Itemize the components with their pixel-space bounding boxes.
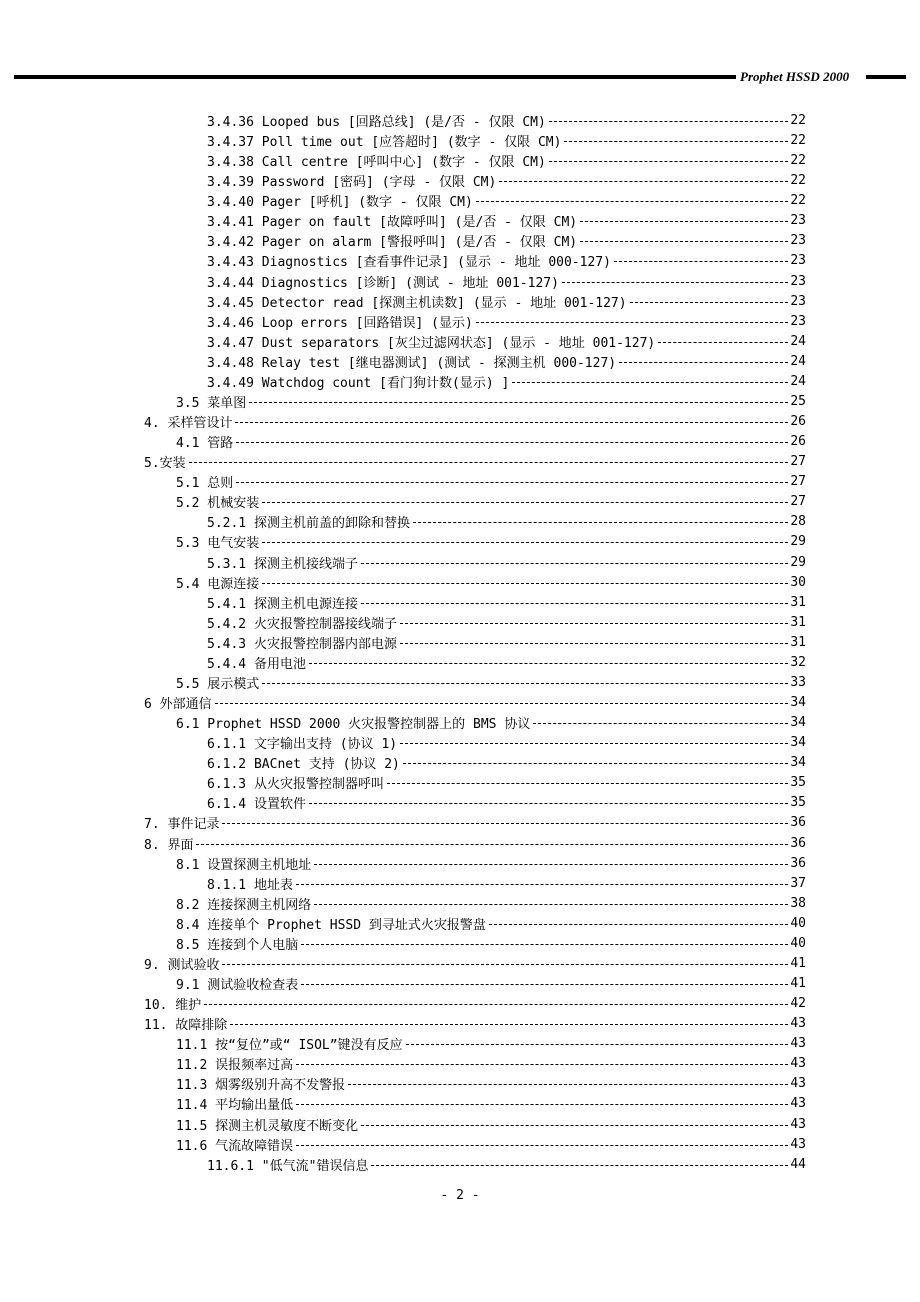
toc-entry-title: 5.4.1 探测主机电源连接 bbox=[207, 596, 358, 612]
toc-entry[interactable] bbox=[144, 411, 806, 431]
toc-entry-page: 24 bbox=[790, 373, 806, 389]
toc-entry-title: 3.4.46 Loop errors [回路错误] (显示) bbox=[207, 315, 473, 331]
toc-entry-page: 23 bbox=[790, 313, 806, 329]
toc-entry-page: 26 bbox=[790, 433, 806, 449]
toc-entry-title: 5.4.4 备用电池 bbox=[207, 656, 306, 672]
toc-entry-title: 3.4.37 Poll time out [应答超时] (数字 - 仅限 CM) bbox=[207, 134, 562, 150]
toc-entry-page: 43 bbox=[790, 1116, 806, 1132]
toc-leader bbox=[400, 743, 788, 744]
toc-entry-page: 25 bbox=[790, 393, 806, 409]
toc-leader bbox=[262, 542, 788, 543]
toc-entry-title: 4.1 管路 bbox=[176, 435, 234, 451]
toc-entry[interactable] bbox=[176, 853, 806, 873]
toc-entry[interactable] bbox=[144, 993, 806, 1013]
toc-entry-title: 8.5 连接到个人电脑 bbox=[176, 937, 299, 953]
toc-entry-page: 35 bbox=[790, 794, 806, 810]
toc-entry[interactable] bbox=[207, 170, 806, 190]
toc-entry[interactable] bbox=[176, 913, 806, 933]
toc-entry-page: 22 bbox=[790, 172, 806, 188]
toc-entry[interactable] bbox=[207, 371, 806, 391]
toc-entry-page: 43 bbox=[790, 1035, 806, 1051]
toc-leader bbox=[196, 844, 788, 845]
toc-entry-title: 7. 事件记录 bbox=[144, 816, 220, 832]
toc-leader bbox=[348, 1084, 788, 1085]
toc-entry-page: 34 bbox=[790, 714, 806, 730]
toc-entry-page: 43 bbox=[790, 1095, 806, 1111]
toc-leader bbox=[476, 322, 789, 323]
toc-entry[interactable] bbox=[207, 230, 806, 250]
toc-leader bbox=[549, 161, 789, 162]
toc-leader bbox=[580, 221, 788, 222]
toc-leader bbox=[301, 944, 788, 945]
toc-entry[interactable] bbox=[207, 210, 806, 230]
toc-leader bbox=[222, 964, 788, 965]
toc-entry[interactable] bbox=[176, 1093, 806, 1113]
toc-leader bbox=[309, 663, 788, 664]
toc-entry[interactable] bbox=[176, 973, 806, 993]
toc-entry[interactable] bbox=[176, 933, 806, 953]
toc-entry-page: 40 bbox=[790, 935, 806, 951]
toc-entry-title: 3.4.36 Looped bus [回路总线] (是/否 - 仅限 CM) bbox=[207, 114, 546, 130]
toc-leader bbox=[512, 382, 788, 383]
toc-entry-title: 3.4.45 Detector read [探测主机读数] (显示 - 地址 001-127) bbox=[207, 295, 627, 311]
toc-leader bbox=[658, 342, 788, 343]
toc-entry[interactable] bbox=[207, 732, 806, 752]
toc-entry-title: 6.1.2 BACnet 支持 (协议 2) bbox=[207, 756, 400, 772]
toc-entry-page: 30 bbox=[790, 574, 806, 590]
toc-entry-page: 37 bbox=[790, 875, 806, 891]
toc-leader bbox=[387, 783, 788, 784]
toc-entry-page: 31 bbox=[790, 634, 806, 650]
toc-leader bbox=[314, 904, 788, 905]
toc-entry-page: 40 bbox=[790, 915, 806, 931]
toc-entry-title: 5.安装 bbox=[144, 455, 186, 471]
toc-entry[interactable] bbox=[207, 511, 806, 531]
toc-leader bbox=[189, 462, 789, 463]
toc-entry[interactable] bbox=[176, 712, 806, 732]
toc-leader bbox=[215, 703, 789, 704]
toc-leader bbox=[562, 282, 788, 283]
toc-entry[interactable] bbox=[176, 1053, 806, 1073]
toc-entry[interactable] bbox=[176, 431, 806, 451]
toc-entry-page: 43 bbox=[790, 1136, 806, 1152]
toc-entry[interactable] bbox=[144, 953, 806, 973]
toc-entry[interactable] bbox=[207, 592, 806, 612]
toc-entry-title: 9. 测试验收 bbox=[144, 957, 220, 973]
toc-entry[interactable] bbox=[207, 110, 806, 130]
toc-entry[interactable] bbox=[207, 552, 806, 572]
toc-leader bbox=[476, 201, 789, 202]
toc-leader bbox=[371, 1165, 788, 1166]
toc-entry-title: 8.4 连接单个 Prophet HSSD 到寻址式火灾报警盘 bbox=[176, 917, 486, 933]
toc-entry[interactable] bbox=[176, 1073, 806, 1093]
toc-entry-page: 27 bbox=[790, 453, 806, 469]
toc-leader bbox=[222, 823, 788, 824]
toc-entry-title: 6.1.1 文字输出支持 (协议 1) bbox=[207, 736, 398, 752]
toc-entry-title: 11.5 探测主机灵敏度不断变化 bbox=[176, 1118, 359, 1134]
toc-leader bbox=[296, 1104, 788, 1105]
toc-entry[interactable] bbox=[144, 812, 806, 832]
toc-entry[interactable] bbox=[176, 391, 806, 411]
toc-entry-page: 31 bbox=[790, 614, 806, 630]
toc-leader bbox=[262, 583, 788, 584]
toc-entry-page: 23 bbox=[790, 273, 806, 289]
toc-entry-title: 4. 采样管设计 bbox=[144, 415, 233, 431]
toc-entry-title: 8.1 设置探测主机地址 bbox=[176, 857, 312, 873]
toc-leader bbox=[262, 683, 788, 684]
toc-leader bbox=[499, 181, 788, 182]
toc-entry-title: 3.4.44 Diagnostics [诊断] (测试 - 地址 001-127) bbox=[207, 275, 559, 291]
toc-leader bbox=[403, 763, 788, 764]
toc-leader bbox=[361, 603, 788, 604]
toc-entry-page: 41 bbox=[790, 955, 806, 971]
toc-entry[interactable] bbox=[144, 692, 806, 712]
toc-leader bbox=[301, 984, 788, 985]
toc-entry-page: 36 bbox=[790, 814, 806, 830]
toc-entry-title: 11. 故障排除 bbox=[144, 1017, 228, 1033]
toc-leader bbox=[235, 422, 788, 423]
toc-entry-title: 11.3 烟雾级别升高不发警报 bbox=[176, 1077, 346, 1093]
toc-entry-page: 27 bbox=[790, 473, 806, 489]
toc-leader bbox=[204, 1004, 788, 1005]
toc-leader bbox=[549, 121, 789, 122]
toc-leader bbox=[413, 522, 788, 523]
toc-entry-title: 5.4 电源连接 bbox=[176, 576, 260, 592]
toc-leader bbox=[630, 302, 789, 303]
toc-entry[interactable] bbox=[176, 893, 806, 913]
toc-entry-page: 22 bbox=[790, 132, 806, 148]
toc-entry-title: 3.4.47 Dust separators [灰尘过滤网状态] (显示 - 地址 001-127) bbox=[207, 335, 656, 351]
toc-entry-title: 3.4.40 Pager [呼机] (数字 - 仅限 CM) bbox=[207, 194, 473, 210]
toc-leader bbox=[296, 1145, 788, 1146]
toc-entry[interactable] bbox=[207, 873, 806, 893]
toc-entry-title: 5.2.1 探测主机前盖的卸除和替换 bbox=[207, 515, 410, 531]
toc-entry-title: 3.4.43 Diagnostics [查看事件记录] (显示 - 地址 000-127) bbox=[207, 254, 611, 270]
toc-entry-page: 27 bbox=[790, 493, 806, 509]
toc-entry-title: 3.5 菜单图 bbox=[176, 395, 247, 411]
toc-entry-page: 34 bbox=[790, 754, 806, 770]
toc-leader bbox=[236, 442, 788, 443]
toc-entry-page: 34 bbox=[790, 734, 806, 750]
toc-entry-page: 32 bbox=[790, 654, 806, 670]
toc-entry-page: 31 bbox=[790, 594, 806, 610]
toc-entry-page: 22 bbox=[790, 112, 806, 128]
toc-leader bbox=[296, 1064, 788, 1065]
toc-entry-page: 23 bbox=[790, 232, 806, 248]
toc-entry-title: 3.4.49 Watchdog count [看门狗计数(显示) ] bbox=[207, 375, 510, 391]
toc-entry-title: 8.2 连接探测主机网络 bbox=[176, 897, 312, 913]
toc-leader bbox=[236, 482, 788, 483]
toc-entry-page: 26 bbox=[790, 413, 806, 429]
toc-entry-page: 29 bbox=[790, 554, 806, 570]
toc-leader bbox=[296, 884, 788, 885]
toc-entry-title: 5.4.3 火灾报警控制器内部电源 bbox=[207, 636, 397, 652]
toc-entry-title: 3.4.41 Pager on fault [故障呼叫] (是/否 - 仅限 CM) bbox=[207, 214, 578, 230]
toc-entry[interactable] bbox=[207, 250, 806, 270]
toc-leader bbox=[309, 803, 788, 804]
toc-entry-page: 23 bbox=[790, 212, 806, 228]
toc-entry[interactable] bbox=[207, 150, 806, 170]
header-title: Prophet HSSD 2000 bbox=[740, 69, 850, 84]
toc-entry[interactable] bbox=[176, 531, 806, 551]
toc-leader bbox=[230, 1024, 788, 1025]
toc-entry[interactable] bbox=[207, 351, 806, 371]
toc-leader bbox=[262, 502, 788, 503]
toc-leader bbox=[249, 402, 788, 403]
toc-leader bbox=[533, 723, 788, 724]
toc-entry[interactable] bbox=[176, 1134, 806, 1154]
toc-entry-title: 5.3 电气安装 bbox=[176, 535, 260, 551]
toc-entry-title: 11.2 误报频率过高 bbox=[176, 1057, 294, 1073]
toc-entry-title: 11.6 气流故障错误 bbox=[176, 1138, 294, 1154]
toc-entry[interactable] bbox=[144, 1013, 806, 1033]
toc-entry-page: 23 bbox=[790, 293, 806, 309]
page-number: - 2 - bbox=[440, 1188, 480, 1203]
toc-entry[interactable] bbox=[176, 672, 806, 692]
toc-entry[interactable] bbox=[207, 772, 806, 792]
toc-entry-page: 41 bbox=[790, 975, 806, 991]
toc-leader bbox=[361, 563, 788, 564]
toc-entry-page: 36 bbox=[790, 855, 806, 871]
toc-entry[interactable] bbox=[207, 652, 806, 672]
toc-entry[interactable] bbox=[207, 792, 806, 812]
toc-entry-title: 11.1 按“复位”或“ ISOL”键没有反应 bbox=[176, 1037, 403, 1053]
toc-entry[interactable] bbox=[176, 572, 806, 592]
toc-entry[interactable] bbox=[144, 451, 806, 471]
toc-entry[interactable] bbox=[207, 311, 806, 331]
toc-entry[interactable] bbox=[176, 491, 806, 511]
toc-entry-title: 10. 维护 bbox=[144, 997, 202, 1013]
header-rule bbox=[14, 75, 736, 79]
toc-entry-title: 5.4.2 火灾报警控制器接线端子 bbox=[207, 616, 397, 632]
toc-entry-page: 28 bbox=[790, 513, 806, 529]
toc-entry[interactable] bbox=[144, 833, 806, 853]
toc-entry-page: 44 bbox=[790, 1156, 806, 1172]
toc-entry-title: 8.1.1 地址表 bbox=[207, 877, 293, 893]
toc-entry-title: 5.2 机械安装 bbox=[176, 495, 260, 511]
toc-entry-page: 43 bbox=[790, 1055, 806, 1071]
toc-entry-page: 29 bbox=[790, 533, 806, 549]
toc-entry[interactable] bbox=[207, 752, 806, 772]
toc-entry-title: 6.1 Prophet HSSD 2000 火灾报警控制器上的 BMS 协议 bbox=[176, 716, 531, 732]
toc-entry-title: 6.1.3 从火灾报警控制器呼叫 bbox=[207, 776, 384, 792]
toc-entry-title: 5.3.1 探测主机接线端子 bbox=[207, 556, 358, 572]
toc-entry[interactable] bbox=[176, 1114, 806, 1134]
toc-entry-page: 43 bbox=[790, 1075, 806, 1091]
toc-leader bbox=[400, 643, 788, 644]
header-rule-end bbox=[866, 75, 906, 79]
toc-entry-page: 22 bbox=[790, 152, 806, 168]
toc-entry-title: 11.4 平均输出量低 bbox=[176, 1097, 294, 1113]
toc-entry[interactable] bbox=[176, 1033, 806, 1053]
toc-entry-page: 38 bbox=[790, 895, 806, 911]
toc-entry-title: 11.6.1 "低气流"错误信息 bbox=[207, 1158, 369, 1174]
toc-entry-title: 3.4.48 Relay test [继电器测试] (测试 - 探测主机 000-127) bbox=[207, 355, 617, 371]
toc-leader bbox=[619, 362, 788, 363]
toc-entry-page: 22 bbox=[790, 192, 806, 208]
toc-entry-title: 5.1 总则 bbox=[176, 475, 234, 491]
toc-leader bbox=[406, 1044, 789, 1045]
toc-entry[interactable] bbox=[176, 471, 806, 491]
toc-entry[interactable] bbox=[207, 291, 806, 311]
toc-entry-page: 33 bbox=[790, 674, 806, 690]
toc-entry[interactable] bbox=[207, 271, 806, 291]
toc-entry[interactable] bbox=[207, 130, 806, 150]
toc-leader bbox=[614, 261, 788, 262]
toc-entry-page: 36 bbox=[790, 835, 806, 851]
toc-entry[interactable] bbox=[207, 612, 806, 632]
toc-leader bbox=[400, 623, 788, 624]
toc-leader bbox=[489, 924, 788, 925]
toc-entry[interactable] bbox=[207, 1154, 806, 1174]
toc-leader bbox=[314, 864, 788, 865]
toc-entry-page: 24 bbox=[790, 353, 806, 369]
toc-leader bbox=[564, 141, 788, 142]
toc-leader bbox=[580, 241, 788, 242]
toc-entry-page: 42 bbox=[790, 995, 806, 1011]
toc-entry-page: 24 bbox=[790, 333, 806, 349]
toc-entry-title: 8. 界面 bbox=[144, 837, 194, 853]
toc-entry-page: 34 bbox=[790, 694, 806, 710]
toc-entry-title: 6 外部通信 bbox=[144, 696, 212, 712]
toc-entry-page: 23 bbox=[790, 252, 806, 268]
toc-entry[interactable] bbox=[207, 190, 806, 210]
toc-entry-title: 3.4.42 Pager on alarm [警报呼叫] (是/否 - 仅限 CM) bbox=[207, 234, 578, 250]
toc-leader bbox=[361, 1125, 788, 1126]
toc-entry-title: 3.4.39 Password [密码] (字母 - 仅限 CM) bbox=[207, 174, 497, 190]
toc-entry-title: 6.1.4 设置软件 bbox=[207, 796, 306, 812]
toc-entry-page: 43 bbox=[790, 1015, 806, 1031]
toc-entry-page: 35 bbox=[790, 774, 806, 790]
toc-entry[interactable] bbox=[207, 331, 806, 351]
toc-entry-title: 5.5 展示模式 bbox=[176, 676, 260, 692]
toc-entry-title: 9.1 测试验收检查表 bbox=[176, 977, 299, 993]
toc-entry-title: 3.4.38 Call centre [呼叫中心] (数字 - 仅限 CM) bbox=[207, 154, 546, 170]
toc-entry[interactable] bbox=[207, 632, 806, 652]
